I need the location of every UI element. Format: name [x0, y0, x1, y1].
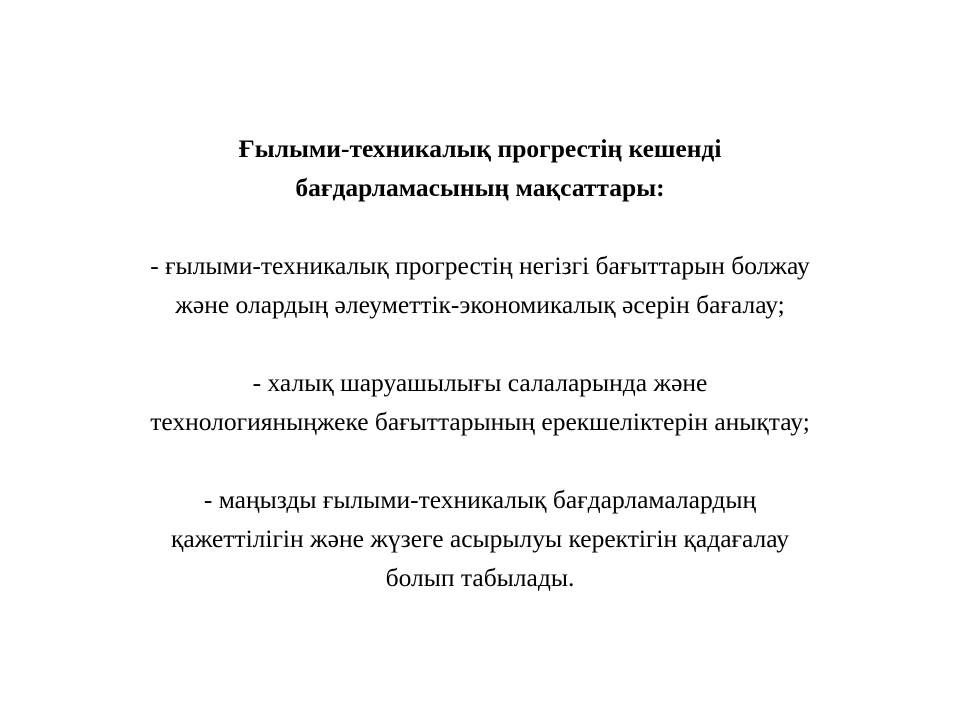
goal-line: технологияныңжеке бағыттарының ерекшеліктерін анықтау; [150, 407, 810, 436]
goal-line: - маңызды ғылыми-техникалық бағдарламалардың [203, 485, 757, 514]
goal-line: қажеттілігін және жүзеге асырылуы керектігін қадағалау [170, 524, 790, 553]
goal-line: және олардың әлеуметтік-экономикалық әсерін бағалау; [175, 290, 785, 319]
spacer [40, 207, 920, 246]
goal-line: - ғылыми-техникалық прогрестің негізгі бағыттарын болжау [150, 251, 810, 280]
spacer [40, 324, 920, 363]
title-line: бағдарламасының мақсаттары: [295, 173, 665, 202]
goal-item-programs [40, 480, 920, 597]
goal-line: болып табылады. [385, 563, 575, 592]
slide-content [40, 129, 920, 597]
goal-line: - халық шаруашылығы салаларында және [252, 368, 708, 397]
spacer [40, 441, 920, 480]
goal-item-forecast [40, 246, 920, 324]
slide-title [40, 129, 920, 207]
title-line: Ғылыми-техникалық прогрестің кешенді [238, 134, 722, 163]
goal-item-features [40, 363, 920, 441]
